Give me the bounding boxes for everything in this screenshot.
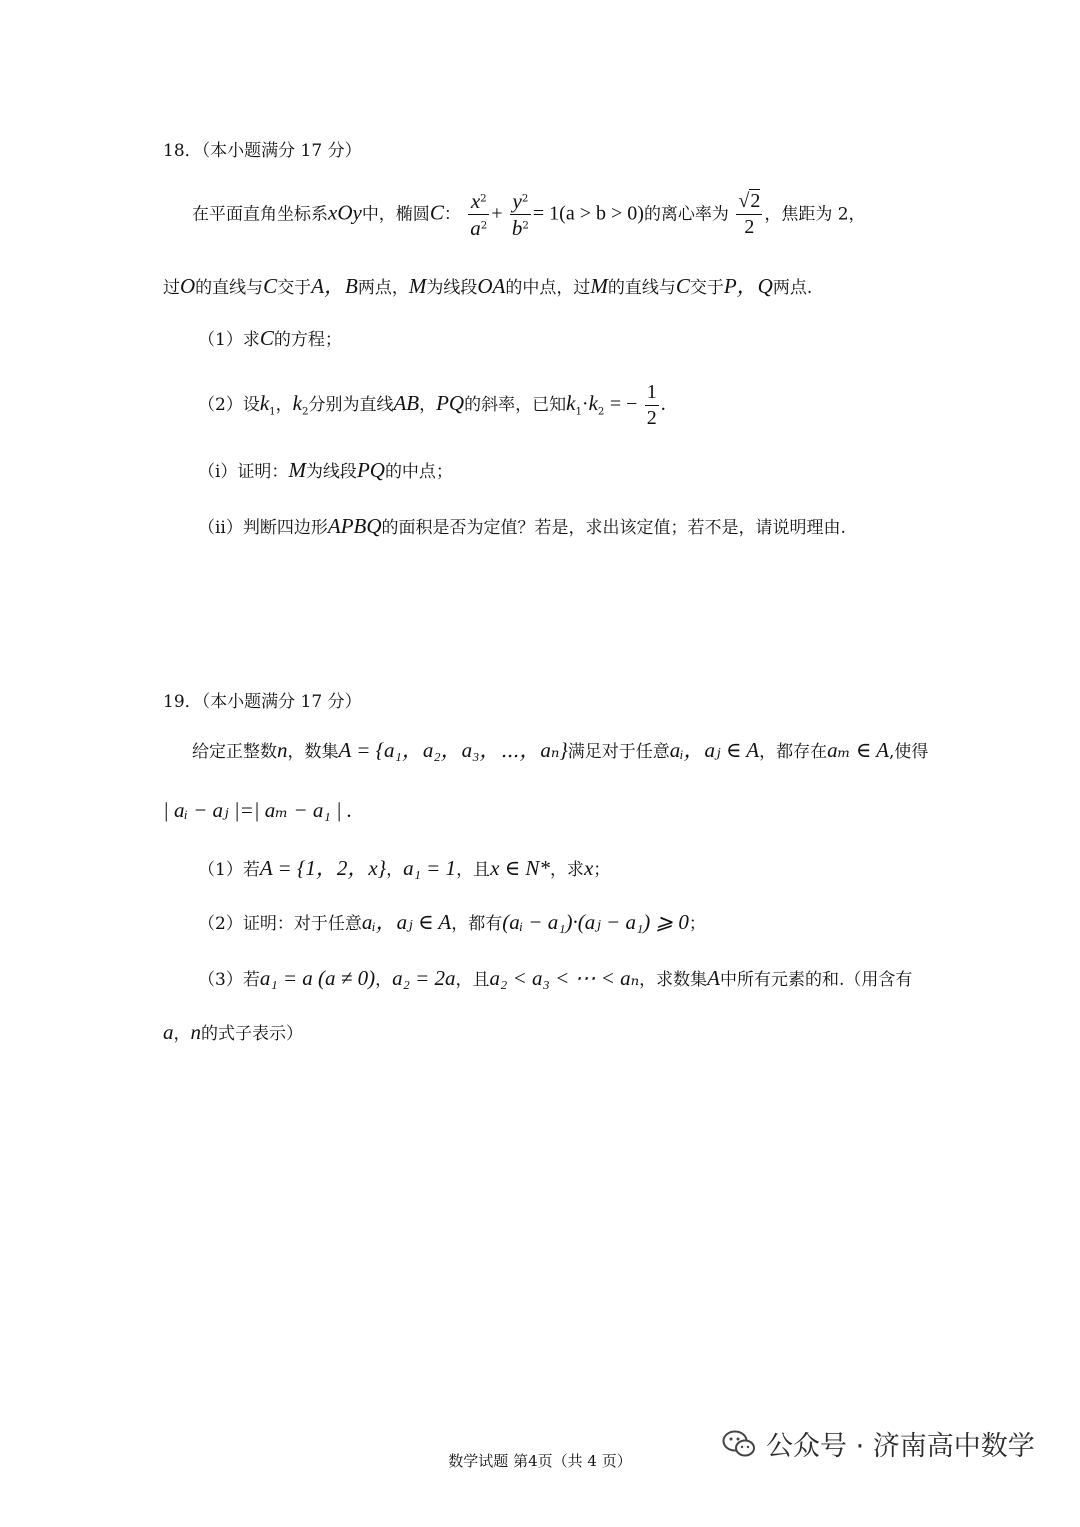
math: PQ — [436, 391, 465, 415]
sub: 1 — [269, 406, 276, 418]
text: ，都有 — [451, 914, 503, 934]
text: 为线段 — [305, 462, 357, 482]
math: C — [259, 326, 274, 350]
text: 中，椭圆 — [361, 204, 430, 225]
frac-sqrt2-2: $\frac{√2}{2}$ — [738, 190, 761, 239]
b: b — [511, 216, 523, 241]
text: 过 — [163, 278, 180, 298]
math: A = {a₁，a₂，a₃，⋯，aₙ} — [338, 738, 568, 762]
math: AB — [393, 391, 420, 415]
text: ， — [419, 395, 437, 415]
text: ，都存在 — [759, 742, 828, 762]
sub: 2 — [301, 406, 309, 418]
text: 的离心率为 — [643, 204, 729, 225]
math: C — [675, 274, 690, 298]
text: 满足对于任意 — [567, 742, 670, 762]
q19-condition — [163, 800, 352, 821]
text: 的面积是否为定值？若是，求出该定值；若不是，请说明理由. — [381, 518, 846, 538]
y: y — [512, 189, 522, 213]
text: ， — [173, 1024, 191, 1044]
text: （ii）判断四边形 — [198, 518, 328, 538]
math: A — [707, 966, 720, 990]
math: A = {1，2，x} — [259, 856, 387, 880]
page-footer: 数学试题 第4页（共 4 页） — [448, 1452, 632, 1470]
math: OA — [477, 274, 506, 298]
text: ， — [275, 395, 293, 415]
text: 的直线与 — [195, 278, 264, 298]
math-xoy: xOy — [328, 200, 362, 225]
math: PQ — [356, 458, 385, 482]
text: ，求 — [549, 860, 584, 880]
math: n — [277, 738, 288, 762]
wechat-watermark — [722, 1424, 1035, 1463]
q18-part-ii — [198, 516, 846, 537]
math-k: k — [566, 391, 576, 415]
sub: 1 — [575, 406, 582, 418]
text: ，且 — [456, 860, 491, 880]
math: aᵢ，aⱼ ∈ A — [361, 910, 452, 934]
math-eq: = − — [609, 393, 638, 415]
watermark-text: 公众号 · 济南高中数学 — [766, 1431, 1035, 1462]
math: x ∈ N* — [490, 856, 550, 880]
text: ，求数集 — [639, 970, 708, 990]
text: 交于 — [277, 278, 312, 298]
math: a₁ = 1 — [403, 856, 457, 880]
text: 两点. — [772, 278, 813, 298]
text: ； — [593, 860, 611, 880]
text: 分别为直线 — [308, 395, 394, 415]
text: （i）证明： — [198, 462, 289, 482]
sup: 2 — [480, 220, 488, 232]
text: ,使得 — [888, 742, 929, 762]
text: 给定正整数 — [192, 742, 277, 762]
text: 的式子表示） — [201, 1024, 303, 1044]
math: a₂ = 2a — [392, 966, 456, 990]
math-c: C — [429, 200, 444, 225]
math: x — [583, 856, 594, 880]
text: （1）求 — [198, 330, 260, 350]
math: a₁ = a (a ≠ 0) — [259, 966, 376, 990]
num: 1 — [645, 380, 659, 406]
sup: 2 — [521, 193, 529, 205]
q19-part3 — [198, 968, 912, 989]
math: M — [288, 458, 306, 482]
math: M — [408, 274, 427, 298]
text: ， — [386, 860, 404, 880]
math-eq: = 1(a > b > 0) — [532, 202, 644, 225]
math: aᵢ，aⱼ ∈ A — [669, 738, 760, 762]
den: 2 — [646, 407, 657, 429]
text: 的中点； — [384, 462, 453, 482]
math: P，Q — [723, 274, 773, 298]
a: a — [470, 216, 481, 241]
math: n — [190, 1020, 201, 1044]
text: ： — [443, 204, 461, 225]
sup: 2 — [522, 220, 529, 232]
text: 在平面直角坐标系 — [192, 204, 328, 225]
q18-intro: 在平面直角坐标系xOy中，椭圆C： $\frac{x^2}{a^2}$ + $\frac{y^2}{b^2}$ = 1(a > b > 0)的离心率为 $\frac{√2}{2}$ ，焦距为 2， — [192, 189, 866, 241]
text: （2）设 — [198, 395, 260, 415]
math: (aᵢ − a₁)·(aⱼ − a₁) ⩾ 0 — [502, 910, 689, 934]
q18-line2 — [163, 276, 812, 297]
math: | aᵢ − aⱼ |=| aₘ − a₁ | . — [163, 798, 353, 822]
x: x — [470, 189, 481, 213]
text: 的中点，过 — [505, 278, 591, 298]
q18-part1 — [198, 328, 342, 349]
text: 交于 — [689, 278, 724, 298]
text: ； — [688, 914, 706, 934]
text: ，且 — [455, 970, 490, 990]
frac-y2-b2 — [510, 188, 531, 242]
q18-part2 — [198, 380, 666, 431]
wechat-icon — [722, 1429, 756, 1459]
math: a₂ < a₃ < ⋯ < aₙ — [489, 966, 640, 990]
q19-header: 19．（本小题满分 17 分） — [163, 692, 362, 712]
period: . — [660, 393, 666, 415]
math-k: k — [292, 391, 302, 415]
sub: 2 — [597, 406, 605, 418]
text: 中所有元素的和.（用含有 — [720, 970, 913, 990]
q19-part1 — [198, 858, 610, 879]
radicand: 2 — [750, 190, 761, 213]
sup: 2 — [480, 193, 487, 205]
text: （2）证明：对于任意 — [198, 914, 362, 934]
text: 两点， — [357, 278, 409, 298]
math: aₘ ∈ A — [827, 738, 889, 762]
text: 的斜率，已知 — [464, 395, 567, 415]
text: 为线段 — [426, 278, 478, 298]
frac-x2-a2 — [468, 188, 489, 242]
math: M — [590, 274, 608, 298]
text: （1）若 — [198, 860, 260, 880]
text: （3）若 — [198, 970, 260, 990]
dot: · — [581, 393, 589, 415]
frac-1-2 — [645, 380, 659, 431]
text: ， — [375, 970, 393, 990]
text: 的直线与 — [607, 278, 676, 298]
q19-intro — [192, 740, 928, 761]
math: a — [163, 1020, 174, 1044]
text: ，焦距为 2， — [764, 204, 866, 225]
math-k: k — [259, 391, 270, 415]
q19-part3-cont — [163, 1022, 303, 1043]
math-k: k — [588, 391, 598, 415]
text: 的方程； — [273, 330, 342, 350]
math: APBQ — [327, 514, 382, 538]
q19-part2 — [198, 912, 706, 933]
math: C — [263, 274, 278, 298]
q18-header: 18．（本小题满分 17 分） — [163, 141, 362, 161]
den: 2 — [744, 216, 755, 239]
q18-part-i — [198, 460, 453, 481]
math: A，B — [311, 274, 358, 298]
math: O — [180, 274, 196, 298]
text: ，数集 — [287, 742, 339, 762]
